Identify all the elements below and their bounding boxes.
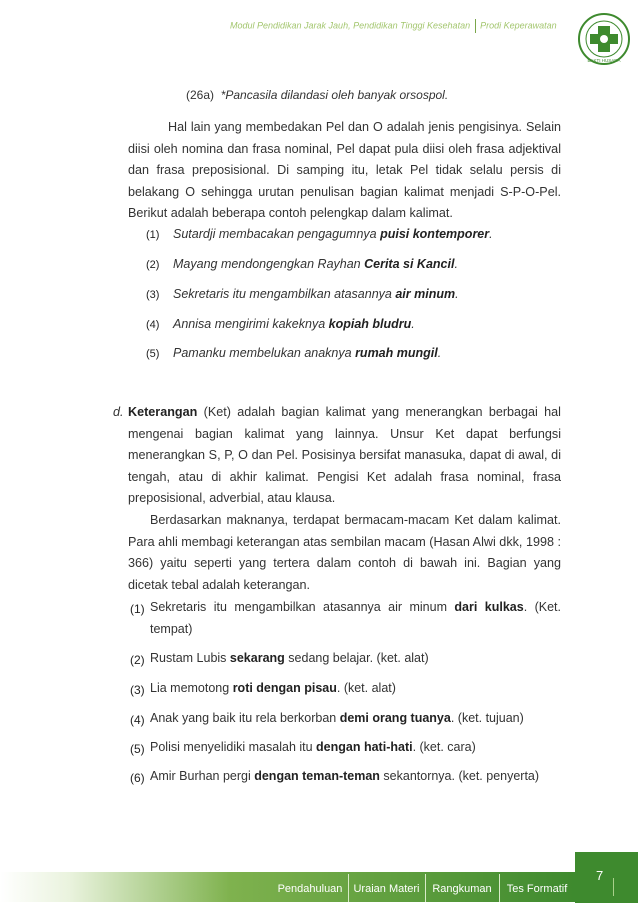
pel-example-post: .: [489, 227, 493, 241]
nav-uraian-materi[interactable]: Uraian Materi: [353, 883, 420, 895]
ket-example-number: (6): [130, 771, 145, 785]
pel-example-bold: rumah mungil: [355, 346, 438, 360]
nav-pendahuluan[interactable]: Pendahuluan: [277, 883, 343, 895]
pel-example-pre: Mayang mendongengkan Rayhan: [173, 257, 365, 271]
ket-example-sentence: [150, 740, 476, 754]
ket-example-sentence: [150, 681, 396, 695]
section-d-label: d.: [113, 405, 124, 419]
pel-example-post: .: [411, 317, 415, 331]
kemenkes-logo-icon: [577, 12, 631, 66]
pel-example-pre: Pamanku membelukan anaknya: [173, 346, 356, 360]
ket-example-pre: Amir Burhan pergi: [150, 769, 255, 783]
pel-example-number: (5): [146, 348, 160, 360]
section-d-text: (Ket) adalah bagian kalimat yang menerangkan berbagai hal mengenai bagian kalimat yang lainnya. Unsur Ket dapat berfungsi menerangkan S, P, O dan Pel. Posisinya bersifat manasuka, dapat di awal, di tengah, atau di akhir kalimat. Pengisi Ket adalah frasa nominal, frasa preposisional, adverbial, atau klausa.: [128, 405, 561, 505]
pel-example-sentence: [173, 287, 459, 301]
page-number: 7: [596, 868, 604, 883]
ket-example-number: (5): [130, 742, 145, 756]
nav-separator: [425, 874, 426, 902]
pel-example-pre: Annisa mengirimi kakeknya: [173, 317, 329, 331]
pel-example-number: (3): [146, 289, 160, 301]
pel-example-bold: air minum: [395, 287, 456, 301]
page-line: [613, 878, 614, 896]
page-number-box: [575, 852, 638, 903]
pel-example-post: .: [454, 257, 458, 271]
example-26a: [186, 85, 448, 107]
ket-example-pre: Polisi menyelidiki masalah itu: [150, 740, 317, 754]
ket-example-sentence: [150, 769, 539, 783]
pel-example-number: (1): [146, 229, 160, 241]
pel-example-pre: Sutardji membacakan pengagumnya: [173, 227, 381, 241]
pel-example-pre: Sekretaris itu mengambilkan atasannya: [173, 287, 396, 301]
ket-example-sentence: [150, 597, 561, 640]
pel-example-post: .: [455, 287, 459, 301]
ket-example-bold: dengan hati-hati: [316, 740, 413, 754]
logo-text: BAKTI HUSADA: [587, 58, 621, 63]
header-separator: [475, 19, 476, 33]
section-d-term: Keterangan: [128, 405, 198, 419]
pel-example-number: (2): [146, 259, 160, 271]
nav-rangkuman[interactable]: Rangkuman: [432, 883, 492, 895]
pel-example-bold: kopiah bludru: [328, 317, 412, 331]
ket-example-post: sedang belajar. (ket. alat): [284, 651, 429, 665]
ket-example-post: sekantornya. (ket. penyerta): [379, 769, 540, 783]
ket-example-post: . (ket. tujuan): [450, 711, 524, 725]
ket-example-post: . (ket. alat): [336, 681, 396, 695]
pel-paragraph: Hal lain yang membedakan Pel dan O adalah jenis pengisinya. Selain diisi oleh nomina dan frasa nominal, Pel dapat pula diisi oleh frasa adjektival dan frasa preposisional. Di samping itu, letak Pel tidak selalu persis di belakang O sehingga urutan penulisan bagian kalimat menjadi S-P-O-Pel. Berikut adalah beberapa contoh pelengkap dalam kalimat.: [128, 120, 561, 220]
ket-example-number: (1): [130, 602, 145, 616]
ket-example-bold: dengan teman-teman: [254, 769, 380, 783]
example-26a-text: *Pancasila dilandasi oleh banyak orsospol.: [220, 88, 449, 102]
ket-example-sentence: [150, 711, 524, 725]
pel-example-bold: Cerita si Kancil: [364, 257, 455, 271]
ket-example-pre: Rustam Lubis: [150, 651, 230, 665]
ket-example-bold: demi orang tuanya: [339, 711, 451, 725]
ket-example-post: . (Ket. tempat): [150, 600, 562, 636]
ket-example-bold: sekarang: [229, 651, 285, 665]
ket-example-pre: Sekretaris itu mengambilkan atasannya air minum: [150, 600, 455, 614]
section-d-paragraph: [128, 402, 561, 510]
pel-example-post: .: [437, 346, 442, 360]
nav-separator: [348, 874, 349, 902]
ket-example-pre: Anak yang baik itu rela berkorban: [150, 711, 340, 725]
pel-example-sentence: [173, 317, 415, 331]
ket-example-number: (2): [130, 653, 145, 667]
program-name: Prodi Keperawatan: [480, 20, 557, 31]
ket-example-number: (4): [130, 713, 145, 727]
ket-paragraph: Berdasarkan maknanya, terdapat bermacam-macam Ket dalam kalimat. Para ahli membagi keterangan atas sembilan macam (Hasan Alwi dkk, 1998 : 366) yaitu seperti yang tertera dalam contoh di bawah ini. Bagian yang dicetak tebal adalah keterangan.: [128, 513, 561, 592]
pel-example-sentence: [173, 346, 441, 360]
running-header: [230, 19, 557, 33]
pel-example-number: (4): [146, 319, 160, 331]
pel-example-sentence: [173, 227, 493, 241]
ket-example-bold: dari kulkas: [454, 600, 524, 614]
ket-example-pre: Lia memotong: [150, 681, 233, 695]
pel-example-sentence: [173, 257, 458, 271]
ket-example-sentence: [150, 651, 429, 665]
nav-separator: [499, 874, 500, 902]
ket-example-post: . (ket. cara): [412, 740, 476, 754]
pel-example-bold: puisi kontemporer: [380, 227, 490, 241]
nav-tes-formatif[interactable]: Tes Formatif: [506, 883, 568, 895]
module-title: Modul Pendidikan Jarak Jauh, Pendidikan Tinggi Kesehatan: [230, 20, 471, 31]
example-26a-label: (26a): [186, 88, 215, 102]
ket-example-number: (3): [130, 683, 145, 697]
ket-example-bold: roti dengan pisau: [232, 681, 337, 695]
